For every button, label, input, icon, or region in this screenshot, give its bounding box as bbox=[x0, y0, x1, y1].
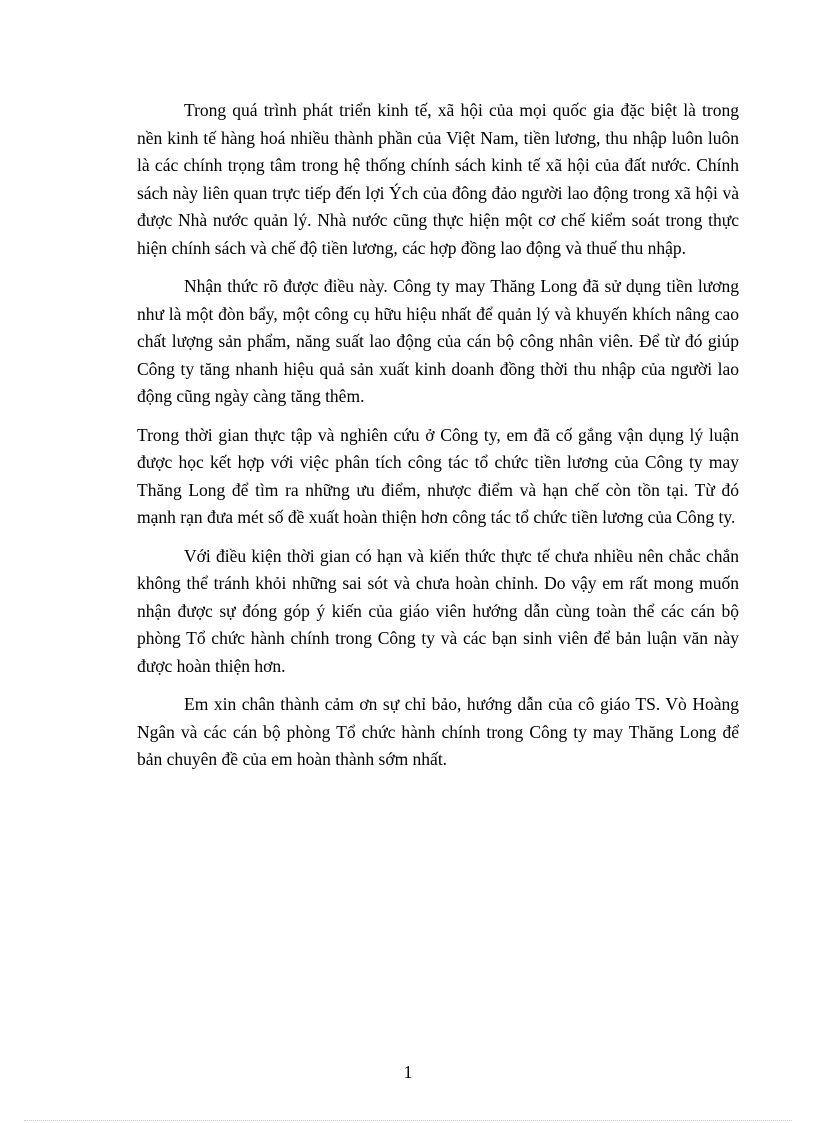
paragraph-3: Trong thời gian thực tập và nghiên cứu ở Công ty, em đã cố gắng vận dụng lý luận được học kết hợp với việc phân tích công tác tổ chức tiền lương của Công ty may Thăng Long để tìm ra những ưu điểm, nhược điểm và hạn chế còn tồn tại. Từ đó mạnh rạn đưa mét số đề xuất hoàn thiện hơn công tác tổ chức tiền lương của Công ty. bbox=[137, 424, 739, 527]
page-bottom-border bbox=[24, 1120, 792, 1121]
paragraph-1: Trong quá trình phát triển kinh tế, xã hội của mọi quốc gia đặc biệt là trong nền kinh tế hàng hoá nhiều thành phần của Việt Nam, tiền lương, thu nhập luôn luôn là các chính trọng tâm trong hệ thống chính sách kinh tế xã hội của đất nước. Chính sách này liên quan trực tiếp đến lợi Ých của đông đảo người lao động trong xã hội và được Nhà nước quản lý. Nhà nước cũng thực hiện một cơ chế kiểm soát trong thực hiện chính sách và chế độ tiền lương, các hợp đồng lao động và thuế thu nhập. bbox=[137, 100, 739, 258]
paragraph-5: Em xin chân thành cảm ơn sự chỉ bảo, hướng dẫn của cô giáo TS. Vò Hoàng Ngân và các cán bộ phòng Tổ chức hành chính trong Công ty may Thăng Long để bản chuyên đề của em hoàn thành sớm nhất. bbox=[137, 694, 739, 769]
paragraph-2: Nhận thức rõ được điều này. Công ty may Thăng Long đã sử dụng tiền lương như là một đòn bẩy, một công cụ hữu hiệu nhất để quản lý và khuyến khích nâng cao chất lượng sản phẩm, năng suất lao động của cán bộ công nhân viên. Để từ đó giúp Công ty tăng nhanh hiệu quả sản xuất kinh doanh đồng thời thu nhập của người lao động cũng ngày càng tăng thêm. bbox=[137, 276, 739, 406]
page-number: 1 bbox=[403, 1062, 413, 1082]
document-body bbox=[137, 97, 739, 785]
paragraph-4: Với điều kiện thời gian có hạn và kiến thức thực tế chưa nhiều nên chắc chắn không thể tránh khỏi những sai sót và chưa hoàn chỉnh. Do vậy em rất mong muốn nhận được sự đóng góp ý kiến của giáo viên hướng dẫn cùng toàn thể các cán bộ phòng Tổ chức hành chính trong Công ty và các bạn sinh viên để bản luận văn này được hoàn thiện hơn. bbox=[137, 545, 739, 676]
